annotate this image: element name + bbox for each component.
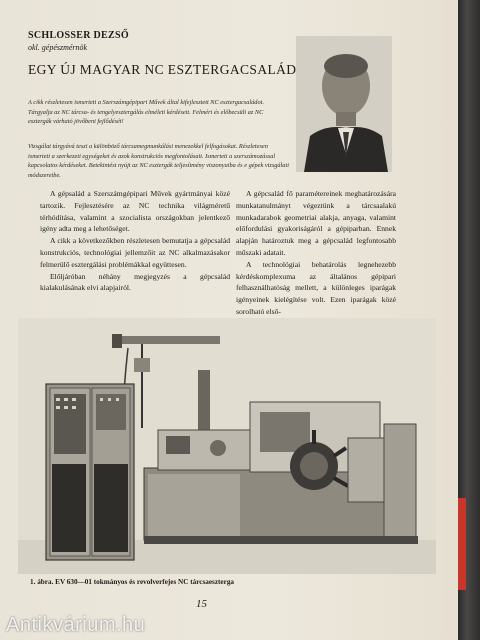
author-role: okl. gépészmérnök [28,43,88,52]
page-number: 15 [196,598,207,610]
body-paragraph: Előljáróban néhány megjegyzés a gépcsalád kialakulásának elvi alapjairól. [40,271,230,293]
nc-lathe-photo [18,318,436,574]
author-portrait-photo [296,36,392,172]
body-paragraph: A gépsalád a Szerszámgépipari Művek gyártmányai közé tartozik. Fejlesztésére az NC technika világméretű térhódítása, valamint a szocialista országokban jelentkező igény adta meg a lehetőséget. [40,189,230,234]
red-bookmark-tab [458,498,466,590]
body-column-right [236,188,396,318]
body-paragraph: A gépcsalád fő paramétereinek meghatározására munkatanulmányt végeztünk a tárcsaalakú munkadarabok geometriai alakja, anyaga, valamint előfordulási gyakoriságáról a gépiparban. Ennek alapján határoztuk meg a gépcsalád legfontosabb műszaki adatait. [236,189,396,257]
body-column-left [40,188,230,294]
abstract-paragraph-2: Vizsgálat tárgyává teszi a különböző tárcsamegmunkálási menezekkel felfogásokat. Részletesen ismerteti a szerkezeti egységeket és azok konstrukciós megfontolásait. Ismerteti a szerszámozással kapcsolatos kérdéseket. Betekintést nyújt az NC esztergák teljesítmény viszonyaiba és e gépek vizsgálati módszereibe. [28,143,289,179]
watermark-logo: Antikvárium.hu [6,614,146,636]
body-paragraph: A technológiai behatárolás legnehezebb kérdéskomplexuma az általános gépipari felhasználhatóság mellett, a különleges iparágak igényeinek kielégítése volt. Ezen iparágak közé sorolható első- [236,259,396,316]
abstract-paragraph-1: A cikk részletesen ismerteti a Szerszámgépipari Művek által kifejlesztett NC esztergacsaládot. Tárgyalja az NC tárcsa- és tengelyesztergálás elméleti kérdéseit. Felméri és előbecsüli az NC esztergák várható jövőbeni fejlődését! [28,99,264,126]
body-paragraph: A cikk a következőkben részletesen bemutatja a gépcsalád konstrukciós, technológiai jellemzőit az NC alkalmazásakor felmerülő esztergálási problémákkal együttesen. [40,236,230,269]
author-name: SCHLOSSER DEZSŐ [28,30,129,41]
article-title: EGY ÚJ MAGYAR NC ESZTERGACSALÁD [28,62,297,77]
figure-caption: 1. ábra. EV 630—01 tokmányos és revolverfejes NC tárcsaeszterga [30,578,235,586]
